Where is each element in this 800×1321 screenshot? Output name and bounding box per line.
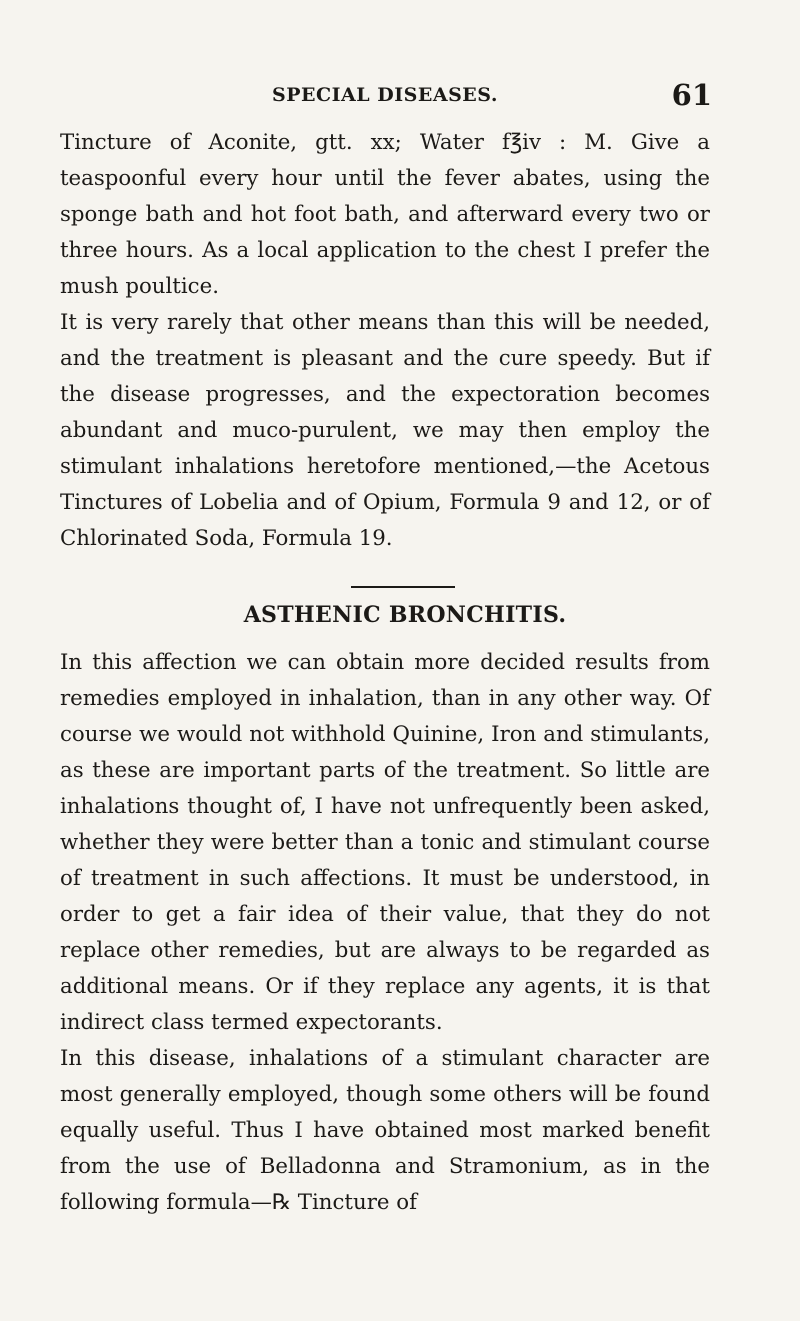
section-divider bbox=[351, 586, 455, 588]
paragraph: Tincture of Aconite, gtt. xx; Water f℥iv : M. Give a teaspoonful every hour until the fever abates, using the sponge bath and hot foot bath, and afterward every two or three hours. As a local application to the chest I prefer the mush poultice. bbox=[60, 130, 710, 299]
paragraph: It is very rarely that other means than this will be needed, and the treatment is pleasant and the cure speedy. But if the disease progresses, and the expectoration becomes abundant and muco-purulent, we may then employ the stimulant inhalations heretofore mentioned,—the Acetous Tinctures of Lobelia and of Opium, Formula 9 and 12, or of Chlorinated Soda, Formula 19. bbox=[60, 310, 710, 551]
paragraph: In this affection we can obtain more decided results from remedies employed in inhalation, than in any other way. Of course we would not withhold Quinine, Iron and stimulants, as these are important parts of the treatment. So little are inhalations thought of, I have not unfrequently been asked, whether they were better than a tonic and stimulant course of treatment in such affections. It must be understood, in order to get a fair idea of their value, that they do not replace other remedies, but are always to be regarded as additional means. Or if they replace any agents, it is that indirect class termed expectorants. bbox=[60, 650, 710, 1035]
paragraph: In this disease, inhalations of a stimulant character are most generally employed, though some others will be found equally useful. Thus I have obtained most marked benefit from the use of Belladonna and Stramonium, as in the following formula—℞ Tincture of bbox=[60, 1046, 710, 1215]
text-block-bottom bbox=[60, 645, 710, 1221]
section-heading: ASTHENIC BRONCHITIS. bbox=[243, 602, 567, 628]
text-block-top bbox=[60, 125, 710, 557]
running-title: SPECIAL DISEASES. bbox=[272, 84, 498, 106]
page-number: 61 bbox=[671, 78, 712, 112]
running-head bbox=[60, 78, 712, 114]
